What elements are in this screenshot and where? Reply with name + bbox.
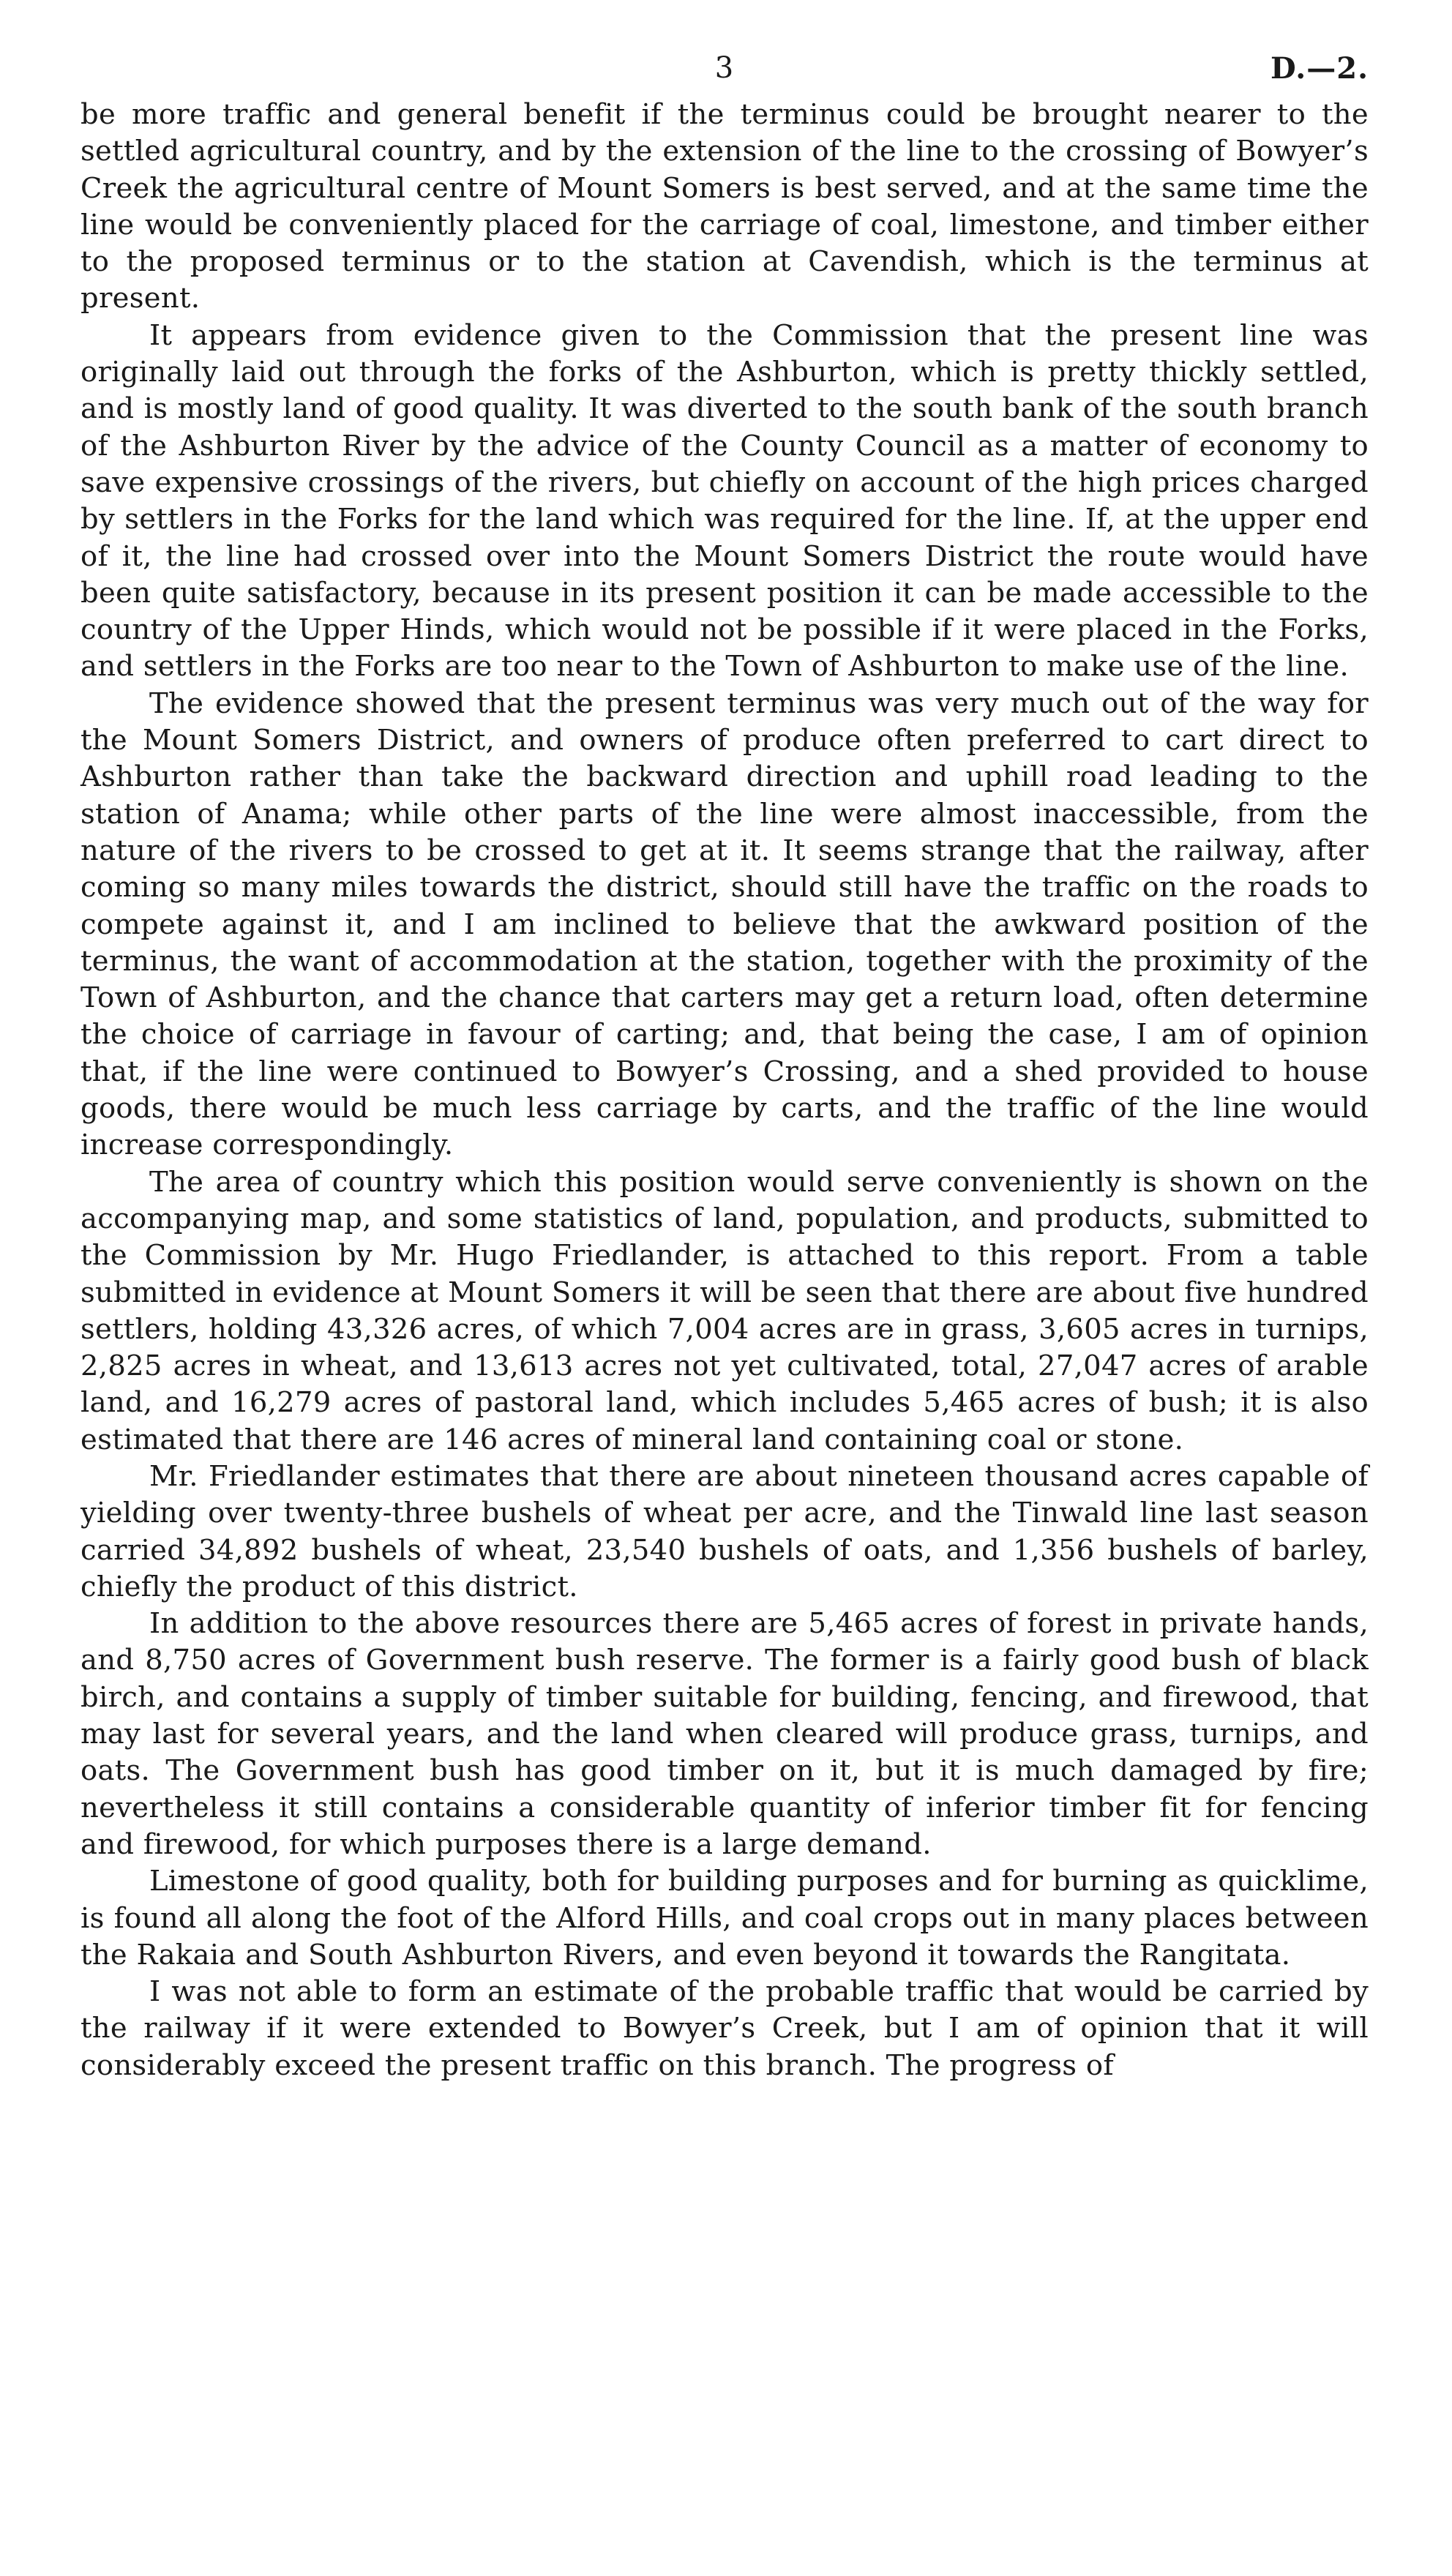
paragraph-5: Mr. Friedlander estimates that there are about nineteen thousand acres capable of yielding over twenty-three bushels of wheat per acre, and the Tinwald line last season carried 34,892 bushels of wheat, 23,540 bushels of oats, and 1,356 bushels of barley, chiefly the product of this district. — [81, 1459, 1369, 1603]
paragraph-2: It appears from evidence given to the Commission that the present line was originally laid out through the forks of the Ashburton, which is pretty thickly settled, and is mostly land of good quality. It was diverted to the south bank of the south branch of the Ashburton River by the advice of the County Council as a matter of economy to save expensive crossings of the rivers, but chiefly on account of the high prices charged by settlers in the Forks for the land which was required for the line. If, at the upper end of it, the line had crossed over into the Mount Somers District the route would have been quite satisfactory, because in its present position it can be made accessible to the country of the Upper Hinds, which would not be possible if it were placed in the Forks, and settlers in the Forks are too near to the Town of Ashburton to make use of the line. — [81, 318, 1369, 684]
page-number: 3 — [714, 51, 735, 85]
paragraph-3: The evidence showed that the present terminus was very much out of the way for the Mount Somers District, and owners of produce often preferred to cart direct to Ashburton rather than take the backward direction and uphill road leading to the station of Anama; while other parts of the line were almost inaccessible, from the nature of the rivers to be crossed to get at it. It seems strange that the railway, after coming so many miles towards the district, should still have the traffic on the roads to compete against it, and I am inclined to believe that the awkward position of the terminus, the want of accommodation at the station, together with the proximity of the Town of Ashburton, and the chance that carters may get a return load, often determine the choice of carriage in favour of carting; and, that being the case, I am of opinion that, if the line were continued to Bowyer’s Crossing, and a shed provided to house goods, there would be much less carriage by carts, and the traffic of the line would increase correspondingly. — [81, 686, 1369, 1162]
paragraph-4: The area of country which this position would serve conveniently is shown on the accompanying map, and some statistics of land, population, and products, submitted to the Commission by Mr. Hugo Friedlander, is attached to this report. From a table submitted in evidence at Mount Somers it will be seen that there are about five hundred settlers, holding 43,326 acres, of which 7,004 acres are in grass, 3,605 acres in turnips, 2,825 acres in wheat, and 13,613 acres not yet cultivated, total, 27,047 acres of arable land, and 16,279 acres of pastoral land, which includes 5,465 acres of bush; it is also estimated that there are 146 acres of mineral land containing coal or stone. — [81, 1165, 1369, 1456]
paragraph-6: In addition to the above resources there are 5,465 acres of forest in private hands, and 8,750 acres of Government bush reserve. The former is a fairly good bush of black birch, and contains a supply of timber suitable for building, fencing, and firewood, that may last for several years, and the land when cleared will produce grass, turnips, and oats. The Government bush has good timber on it, but it is much damaged by fire; nevertheless it still contains a considerable quantity of inferior timber fit for fencing and firewood, for which purposes there is a large demand. — [81, 1607, 1369, 1861]
paragraph-7: Limestone of good quality, both for building purposes and for burning as quicklime, is found all along the foot of the Alford Hills, and coal crops out in many places between the Rakaia and South Ashburton Rivers, and even beyond it towards the Rangitata. — [81, 1865, 1369, 1972]
running-head — [81, 51, 1369, 95]
document-reference: D.—2. — [1270, 51, 1369, 86]
paragraph-8: I was not able to form an estimate of the probable traffic that would be carried by the railway if it were extended to Bowyer’s Creek, but I am of opinion that it will considerably exceed the present traffic on this branch. The progress of — [81, 1975, 1369, 2082]
document-page — [81, 51, 1369, 2084]
body-text — [81, 97, 1369, 2084]
paragraph-1: be more traffic and general benefit if the terminus could be brought nearer to the settled agricultural country, and by the extension of the line to the crossing of Bowyer’s Creek the agricultural centre of Mount Somers is best served, and at the same time the line would be conveniently placed for the carriage of coal, limestone, and timber either to the proposed terminus or to the station at Cavendish, which is the terminus at present. — [81, 98, 1369, 315]
